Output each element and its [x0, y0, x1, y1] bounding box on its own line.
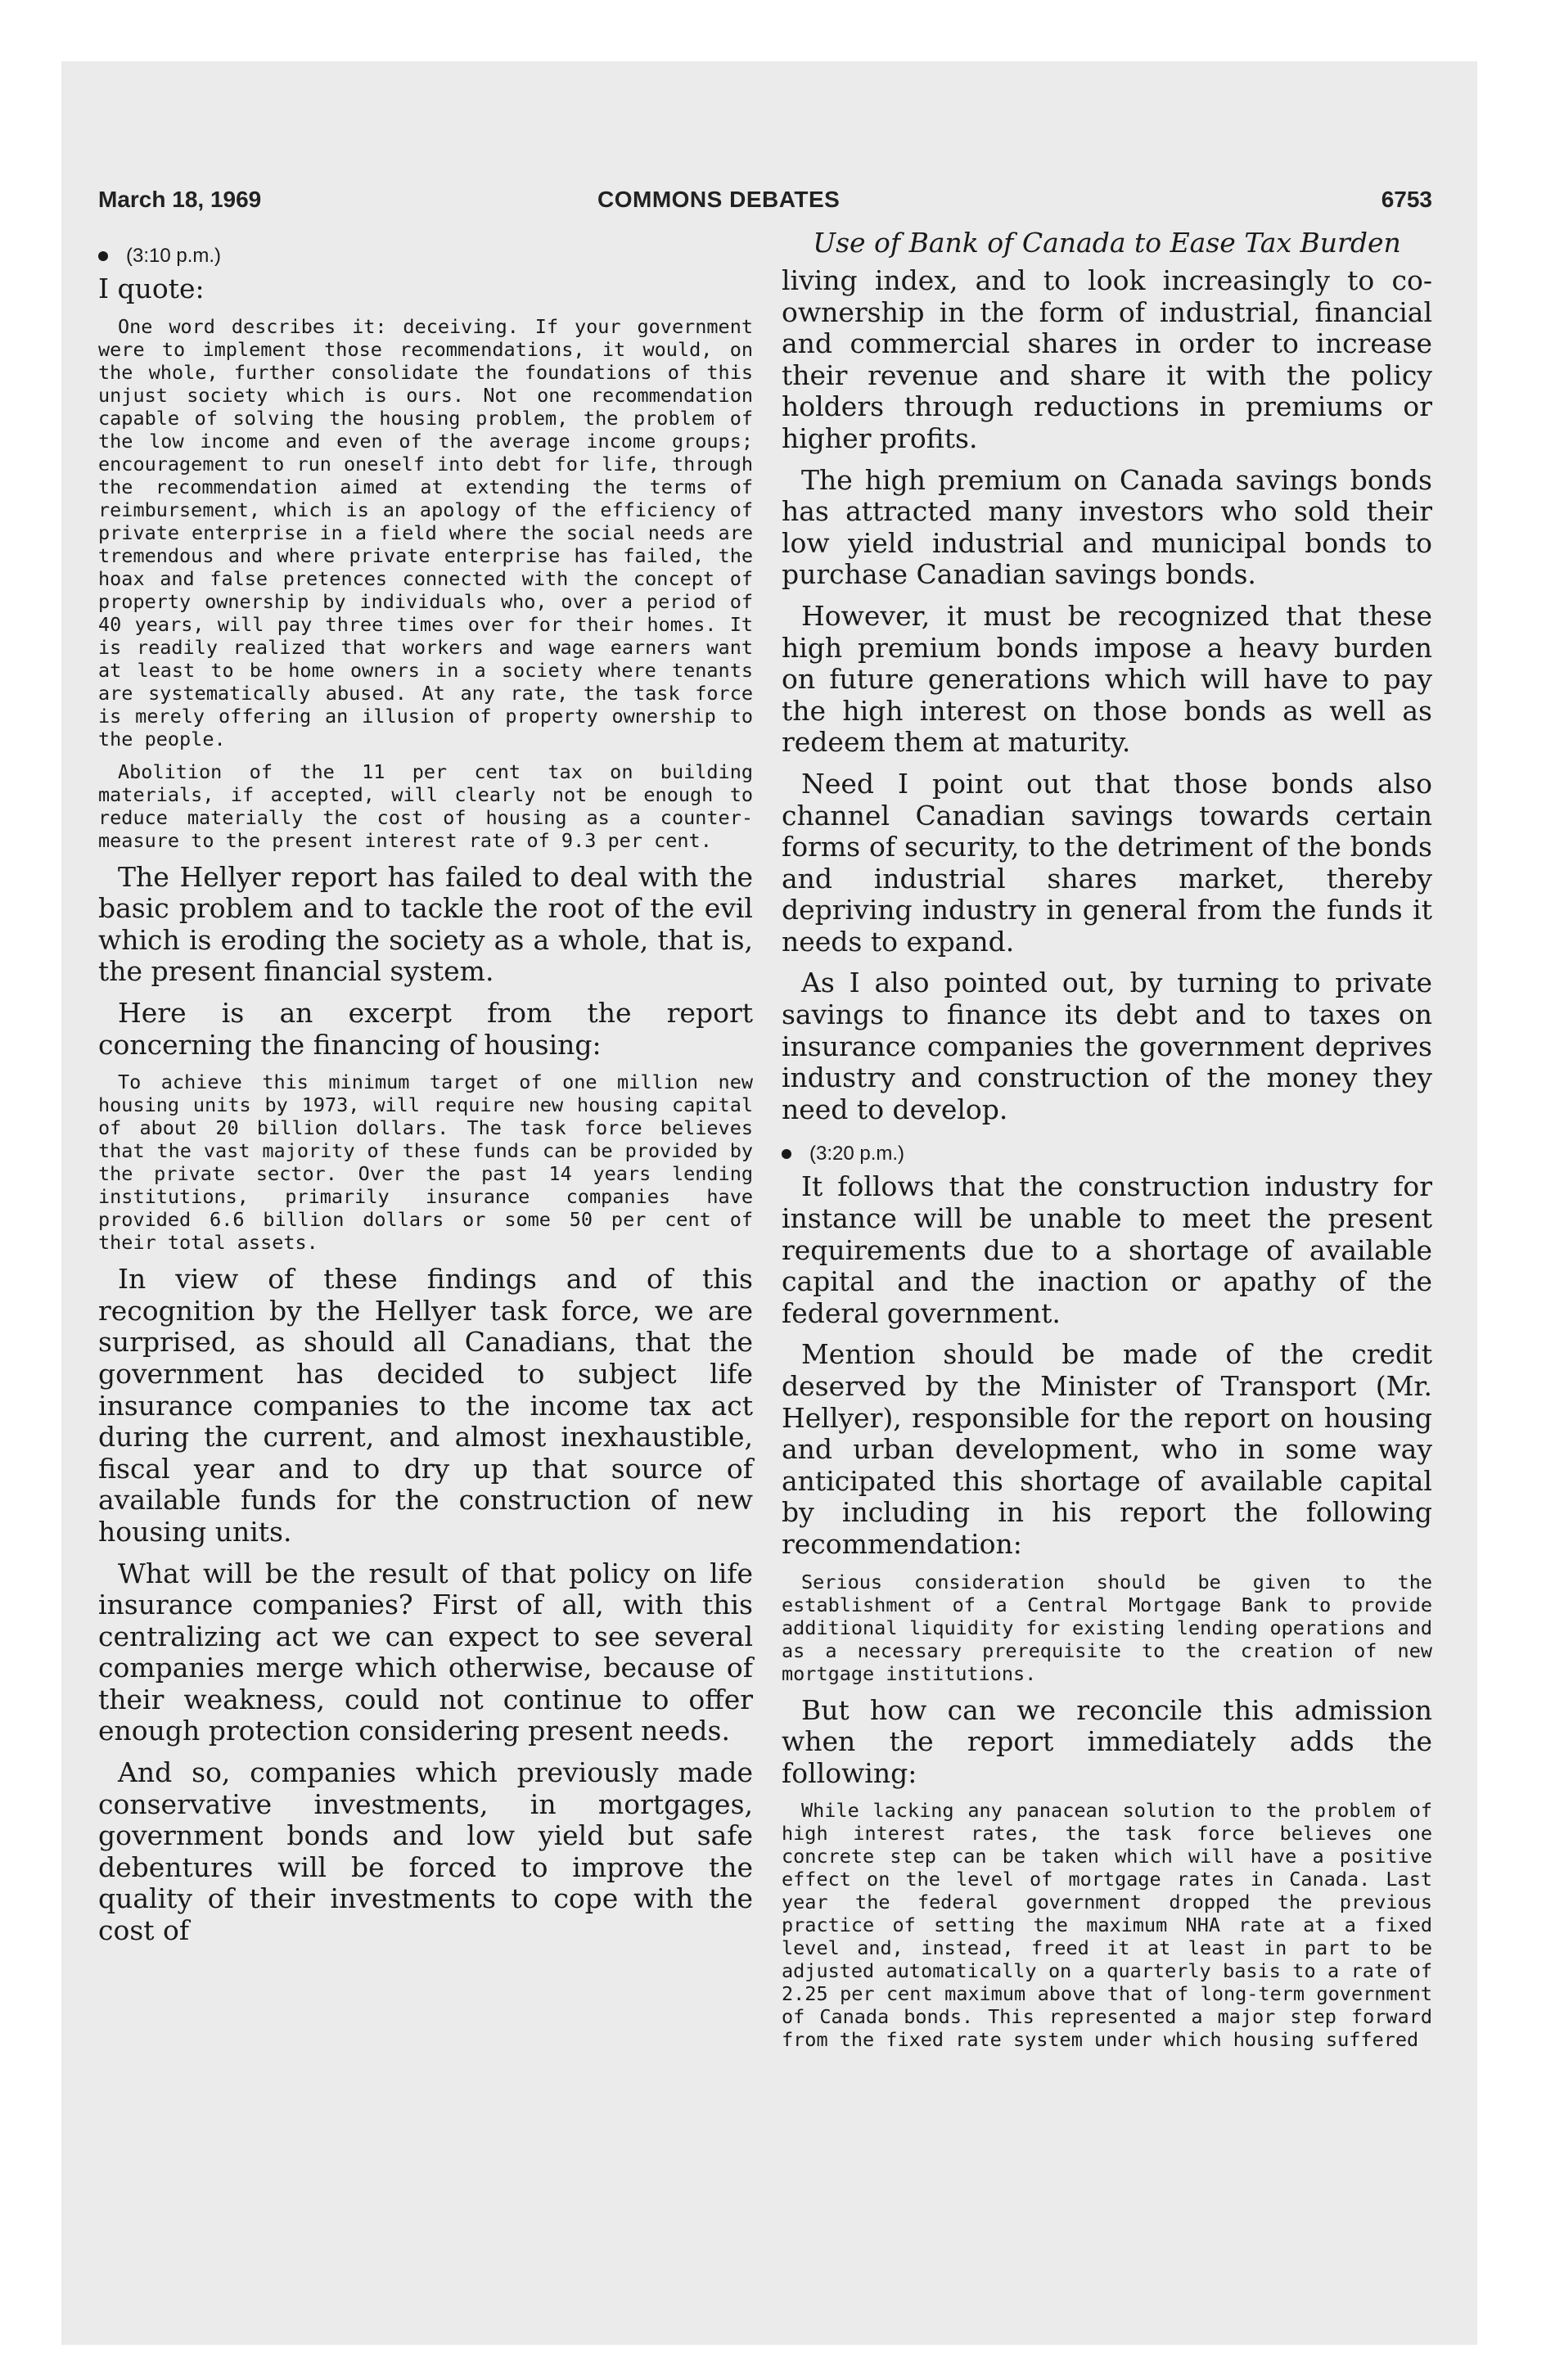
block-quote: Serious consideration should be given to the establishment of a Central Mortgage Bank to provide additional liquidity for existing lending operations and as a necessary prerequisite to the creation of new mortgage institutions.: [782, 1570, 1432, 1685]
block-quote: While lacking any panacean solution to the problem of high interest rates, the task force believes one concrete step can be taken which will have a positive effect on the level of mortgage rates in Canada. Last year the federal government dropped the previous practice of setting the maximum NHA rate at a fixed level and, instead, freed it at least in part to be adjusted automatically on a quarterly basis to a rate of 2.25 per cent maximum above that of long-term government of Canada bonds. This represented a major step forward from the fixed rate system under which housing suffered: [782, 1799, 1432, 2052]
block-quote: Abolition of the 11 per cent tax on building materials, if accepted, will clearly not be enough to reduce materially the cost of housing as a counter-measure to the present interest rate of 9.3 per cent.: [98, 760, 753, 852]
paragraph: What will be the result of that policy on life insurance companies? First of all, with this centralizing act we can expect to see several companies merge which otherwise, because of their weakness, could not continue to offer enough protection considering present needs.: [98, 1557, 753, 1747]
paragraph: Mention should be made of the credit deserved by the Minister of Transport (Mr. Hellyer), responsible for the report on housing and urban development, who in some way anticipated this shortage of available capital by including in his report the following recommendation:: [782, 1338, 1432, 1560]
right-column: [782, 228, 1432, 2061]
block-quote: One word describes it: deceiving. If your government were to implement those recommendations, it would, on the whole, further consolidate the foundations of this unjust society which is ours. Not one recommendation capable of solving the housing problem, the problem of the low income and even of the average income groups; encouragement to run oneself into debt for life, through the recommendation aimed at extending the terms of reimbursement, which is an apology of the efficiency of private enterprise in a field where the social needs are tremendous and where private enterprise has failed, the hoax and false pretences connected with the concept of property ownership by individuals who, over a period of 40 years, will pay three times over for their homes. It is readily realized that workers and wage earners want at least to be home owners in a society where tenants are systematically abused. At any rate, the task force is merely offering an illusion of property ownership to the people.: [98, 314, 753, 751]
header-page-number: 6753: [1381, 187, 1432, 212]
paragraph: However, it must be recognized that these high premium bonds impose a heavy burden on future generations which will have to pay the high interest on those bonds as well as redeem them at maturity.: [782, 599, 1432, 759]
paragraph: living index, and to look increasingly to co-ownership in the form of industrial, financial and commercial shares in order to increase their revenue and share it with the policy holders through reductions in premiums or higher profits.: [782, 264, 1432, 454]
paragraph: The Hellyer report has failed to deal with the basic problem and to tackle the root of the evil which is eroding the society as a whole, that is, the present financial system.: [98, 860, 753, 988]
paragraph: As I also pointed out, by turning to private savings to finance its debt and to taxes on insurance companies the government deprives industry and construction of the money they need to develop.: [782, 967, 1432, 1125]
header-title: COMMONS DEBATES: [597, 187, 841, 212]
bullet-icon: [782, 1149, 791, 1159]
paragraph: The high premium on Canada savings bonds has attracted many investors who sold their low yield industrial and municipal bonds to purchase Canadian savings bonds.: [782, 463, 1432, 591]
paragraph: Need I point out that those bonds also channel Canadian savings towards certain forms of security, to the detriment of the bonds and industrial shares market, thereby depriving industry in general from the funds it needs to expand.: [782, 767, 1432, 958]
time-marker-text: (3:20 p.m.): [809, 1143, 905, 1165]
paragraph: And so, companies which previously made conservative investments, in mortgages, government bonds and low yield but safe debentures will be forced to improve the quality of their investments to cope with the cost of: [98, 1756, 753, 1947]
time-marker: [782, 1142, 1432, 1166]
paragraph: I quote:: [98, 273, 205, 304]
page-header: [98, 187, 1432, 219]
paragraph: But how can we reconcile this admission when the report immediately adds the following:: [782, 1693, 1432, 1789]
hansard-page: [98, 180, 1432, 2161]
left-column: [98, 228, 753, 1957]
paragraph: In view of these findings and of this recognition by the Hellyer task force, we are surprised, as should all Canadians, that the government has decided to subject life insurance companies to the income tax act during the current, and almost inexhaustible, fiscal year and to dry up that source of available funds for the construction of new housing units.: [98, 1263, 753, 1548]
time-marker-text: (3:10 p.m.): [126, 245, 222, 267]
header-date: March 18, 1969: [98, 187, 262, 212]
bullet-icon: [98, 251, 108, 261]
paragraph: Here is an excerpt from the report concerning the financing of housing:: [98, 996, 753, 1061]
time-marker: [98, 244, 753, 268]
paragraph: It follows that the construction industry for instance will be unable to meet the present requirements due to a shortage of available capital and the inaction or apathy of the federal government.: [782, 1170, 1432, 1329]
block-quote: To achieve this minimum target of one million new housing units by 1973, will require new housing capital of about 20 billion dollars. The task force believes that the vast majority of these funds can be provided by the private sector. Over the past 14 years lending institutions, primarily insurance companies have provided 6.6 billion dollars or some 50 per cent of their total assets.: [98, 1071, 753, 1255]
running-head: Use of Bank of Canada to Ease Tax Burden: [813, 227, 1401, 259]
